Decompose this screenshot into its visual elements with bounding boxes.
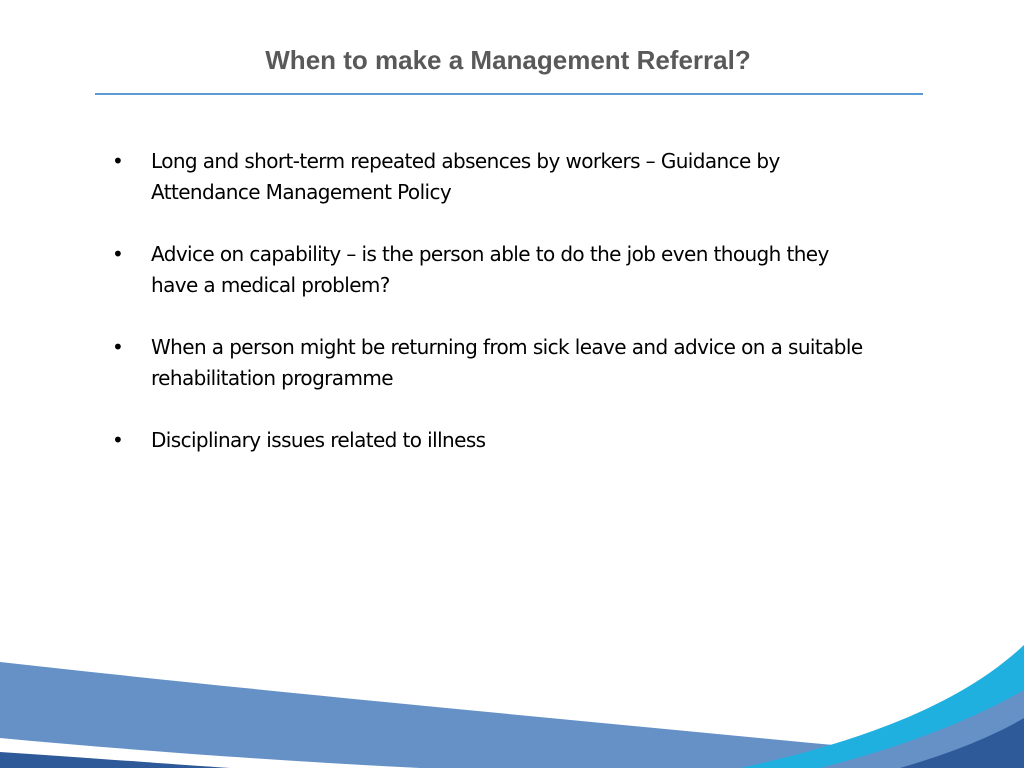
bullet-item bbox=[112, 332, 872, 394]
bullet-text: Long and short-term repeated absences by workers – Guidance by Attendance Management Policy bbox=[151, 149, 780, 204]
slide-title: When to make a Management Referral? bbox=[265, 45, 751, 75]
bullet-dot: • bbox=[112, 242, 124, 266]
bullet-dot: • bbox=[112, 149, 124, 173]
bullet-dot: • bbox=[112, 428, 124, 452]
bullet-list bbox=[112, 146, 872, 487]
wave-band-mid-right bbox=[820, 690, 1024, 768]
bullet-text: When a person might be returning from sick leave and advice on a suitable rehabilitation programme bbox=[151, 335, 863, 390]
bullet-item bbox=[112, 239, 872, 301]
bullet-dot: • bbox=[112, 335, 124, 359]
bullet-text: Disciplinary issues related to illness bbox=[151, 428, 486, 452]
wave-band-dark-left bbox=[0, 752, 230, 768]
wave-band-white bbox=[0, 738, 420, 768]
bullet-item bbox=[112, 425, 872, 456]
wave-band-dark-right bbox=[900, 718, 1024, 768]
bullet-text: Advice on capability – is the person able to do the job even though they have a medical problem? bbox=[151, 242, 829, 297]
wave-band-light bbox=[740, 645, 1024, 768]
bullet-item bbox=[112, 146, 872, 208]
wave-band-main bbox=[0, 662, 1024, 768]
title-divider bbox=[95, 93, 923, 95]
